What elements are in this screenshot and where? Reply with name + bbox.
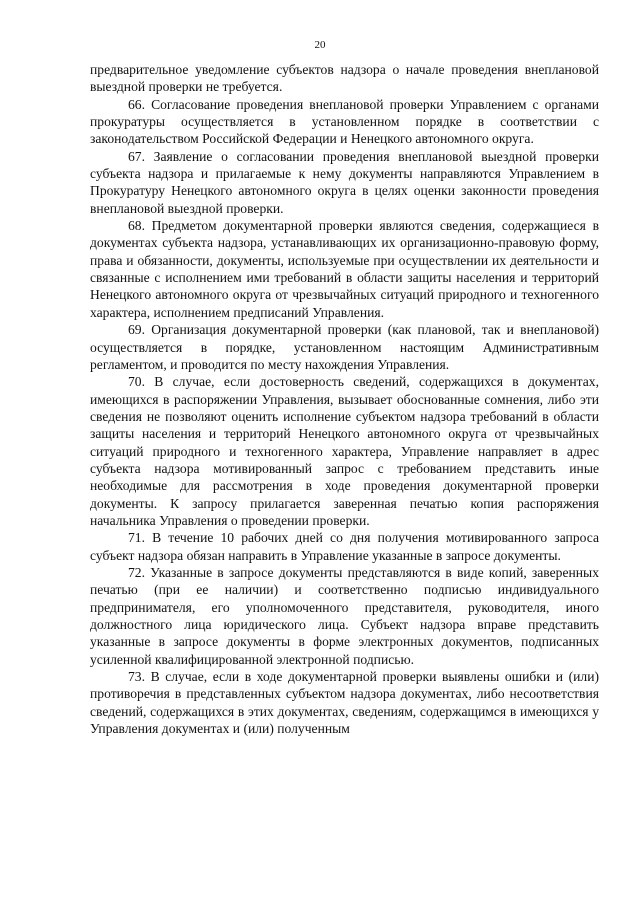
paragraph-69: 69. Организация документарной проверки (как плановой, так и внеплановой) осуществляется в порядке, установленном настоящим Административным регламентом, и проводится по месту нахождения Управления. — [90, 322, 599, 372]
paragraph-72: 72. Указанные в запросе документы представляются в виде копий, заверенных печатью (при ее наличии) и соответственно подписью индивидуального предпринимателя, его уполномоченного представителя, руководителя, иного должностного лица юридического лица. Субъект надзора вправе представить указанные в запросе документы в форме электронных документов, подписанных усиленной квалифицированной электронной подписью. — [90, 564, 599, 667]
page-number: 20 — [314, 39, 326, 51]
paragraph-70: 70. В случае, если достоверность сведений, содержащихся в документах, имеющихся в распоряжении Управления, вызывает обоснованные сомнения, либо эти сведения не позволяют оценить исполнение субъектом надзора требований в области защиты населения и территорий Ненецкого автономного округа от чрезвычайных ситуаций природного и техногенного характера, Управление направляет в адрес субъекта надзора мотивированный запрос с требованием представить иные необходимые для рассмотрения в ходе проведения документарной проверки документы. К запросу прилагается заверенная печатью копия распоряжения начальника Управления о проведении проверки. — [90, 374, 599, 528]
paragraph-66: 66. Согласование проведения внеплановой проверки Управлением с органами прокуратуры осуществляется в установленном порядке в соответствии с законодательством Российской Федерации и Ненецкого автономного округа. — [90, 96, 599, 147]
paragraph-71: 71. В течение 10 рабочих дней со дня получения мотивированного запроса субъект надзора обязан направить в Управление указанные в запросе документы. — [90, 530, 599, 563]
paragraph-68: 68. Предметом документарной проверки являются сведения, содержащиеся в документах субъекта надзора, устанавливающих их организационно-правовую форму, права и обязанности, документы, используемые при осуществлении их деятельности и связанные с исполнением ими требований в области защиты населения и территорий Ненецкого автономного округа от чрезвычайных ситуаций природного и техногенного характера, исполнением предписаний Управления. — [90, 218, 599, 320]
paragraph-continuation: предварительное уведомление субъектов надзора о начале проведения внеплановой выездной проверки не требуется. — [90, 62, 599, 95]
paragraph-73: 73. В случае, если в ходе документарной проверки выявлены ошибки и (или) противоречия в представленных субъектом надзора документах, либо несоответствия сведений, содержащихся в этих документах, сведениям, содержащимся в имеющихся у Управления документах и (или) полученным — [90, 669, 599, 737]
paragraph-67: 67. Заявление о согласовании проведения внеплановой выездной проверки субъекта надзора и прилагаемые к нему документы направляются Управлением в Прокуратуру Ненецкого автономного округа в целях оценки законности проведения внеплановой выездной проверки. — [90, 148, 599, 216]
document-body — [90, 61, 599, 737]
